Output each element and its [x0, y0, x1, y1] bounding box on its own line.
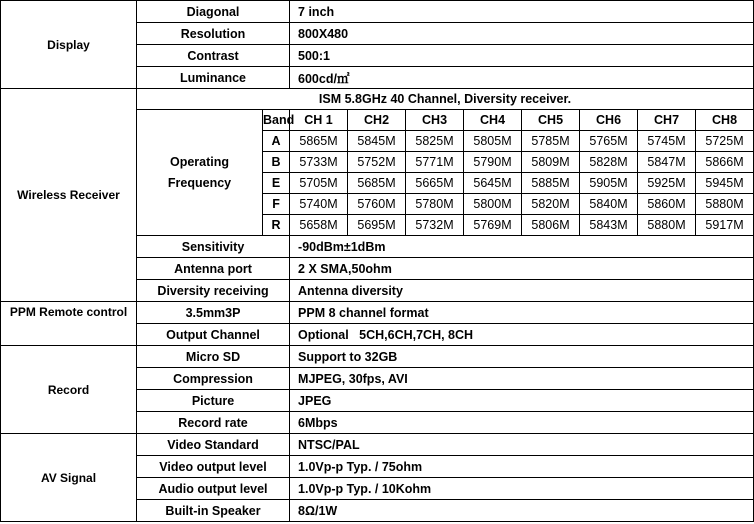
- freq-cell: 5843M: [580, 215, 638, 236]
- freq-cell: 5860M: [638, 194, 696, 215]
- freq-cell: 5732M: [406, 215, 464, 236]
- spec-label: Video output level: [137, 456, 290, 478]
- spec-label: Contrast: [137, 45, 290, 67]
- spec-value: JPEG: [290, 390, 754, 412]
- spec-value: 1.0Vp-p Typ. / 10Kohm: [290, 478, 754, 500]
- freq-cell: 5760M: [348, 194, 406, 215]
- spec-label: Resolution: [137, 23, 290, 45]
- table-row: [1, 302, 754, 324]
- freq-cell: 5885M: [522, 173, 580, 194]
- spec-label: Luminance: [137, 67, 290, 89]
- spec-label: Record rate: [137, 412, 290, 434]
- spec-label: Picture: [137, 390, 290, 412]
- spec-value: 8Ω/1W: [290, 500, 754, 522]
- freq-cell: 5847M: [638, 152, 696, 173]
- freq-cell: 5740M: [290, 194, 348, 215]
- spec-label: Built-in Speaker: [137, 500, 290, 522]
- spec-label: Antenna port: [137, 258, 290, 280]
- channel-header: CH3: [406, 110, 464, 131]
- freq-cell: 5809M: [522, 152, 580, 173]
- wireless-category: Wireless Receiver: [1, 89, 137, 302]
- spec-value: 6Mbps: [290, 412, 754, 434]
- freq-cell: 5752M: [348, 152, 406, 173]
- spec-value: 600cd/㎡: [290, 67, 754, 89]
- freq-cell: 5658M: [290, 215, 348, 236]
- freq-cell: 5866M: [696, 152, 754, 173]
- channel-header: CH4: [464, 110, 522, 131]
- freq-cell: 5733M: [290, 152, 348, 173]
- spec-label: Micro SD: [137, 346, 290, 368]
- freq-cell: 5665M: [406, 173, 464, 194]
- freq-cell: 5905M: [580, 173, 638, 194]
- spec-value: NTSC/PAL: [290, 434, 754, 456]
- channel-header: CH 1: [290, 110, 348, 131]
- spec-value: -90dBm±1dBm: [290, 236, 754, 258]
- freq-cell: 5925M: [638, 173, 696, 194]
- ppm-category: PPM Remote control: [1, 302, 137, 346]
- band-cell: A: [263, 131, 290, 152]
- spec-value: Optional 5CH,6CH,7CH, 8CH: [290, 324, 754, 346]
- freq-cell: 5685M: [348, 173, 406, 194]
- spec-label: Compression: [137, 368, 290, 390]
- freq-cell: 5845M: [348, 131, 406, 152]
- freq-cell: 5840M: [580, 194, 638, 215]
- spec-value: 1.0Vp-p Typ. / 75ohm: [290, 456, 754, 478]
- spec-label: Sensitivity: [137, 236, 290, 258]
- freq-cell: 5865M: [290, 131, 348, 152]
- band-header: Band: [263, 110, 290, 131]
- spec-label: Video Standard: [137, 434, 290, 456]
- spec-label: Diversity receiving: [137, 280, 290, 302]
- freq-cell: 5820M: [522, 194, 580, 215]
- spec-value: Support to 32GB: [290, 346, 754, 368]
- spec-value: PPM 8 channel format: [290, 302, 754, 324]
- freq-cell: 5880M: [696, 194, 754, 215]
- freq-cell: 5880M: [638, 215, 696, 236]
- operating-frequency-label: Operating Frequency: [137, 110, 263, 236]
- freq-cell: 5800M: [464, 194, 522, 215]
- table-row: [1, 346, 754, 368]
- spec-value: Antenna diversity: [290, 280, 754, 302]
- freq-cell: 5917M: [696, 215, 754, 236]
- freq-cell: 5769M: [464, 215, 522, 236]
- freq-cell: 5806M: [522, 215, 580, 236]
- freq-cell: 5645M: [464, 173, 522, 194]
- freq-cell: 5725M: [696, 131, 754, 152]
- spec-label: Diagonal: [137, 1, 290, 23]
- freq-cell: 5780M: [406, 194, 464, 215]
- freq-cell: 5828M: [580, 152, 638, 173]
- freq-cell: 5765M: [580, 131, 638, 152]
- band-cell: E: [263, 173, 290, 194]
- av-category: AV Signal: [1, 434, 137, 522]
- spec-value: 500:1: [290, 45, 754, 67]
- freq-cell: 5945M: [696, 173, 754, 194]
- spec-value: 2 X SMA,50ohm: [290, 258, 754, 280]
- freq-cell: 5785M: [522, 131, 580, 152]
- band-cell: B: [263, 152, 290, 173]
- freq-cell: 5790M: [464, 152, 522, 173]
- channel-header: CH2: [348, 110, 406, 131]
- spec-label: Output Channel: [137, 324, 290, 346]
- freq-cell: 5705M: [290, 173, 348, 194]
- spec-value: 800X480: [290, 23, 754, 45]
- channel-header: CH7: [638, 110, 696, 131]
- spec-value: MJPEG, 30fps, AVI: [290, 368, 754, 390]
- table-row: [1, 1, 754, 23]
- channel-header: CH8: [696, 110, 754, 131]
- freq-cell: 5825M: [406, 131, 464, 152]
- record-category: Record: [1, 346, 137, 434]
- freq-cell: 5805M: [464, 131, 522, 152]
- channel-header: CH6: [580, 110, 638, 131]
- ism-description: ISM 5.8GHz 40 Channel, Diversity receiver.: [137, 89, 754, 110]
- band-cell: R: [263, 215, 290, 236]
- freq-cell: 5771M: [406, 152, 464, 173]
- table-row: [1, 89, 754, 110]
- spec-value: 7 inch: [290, 1, 754, 23]
- spec-label: 3.5mm3P: [137, 302, 290, 324]
- freq-cell: 5745M: [638, 131, 696, 152]
- band-cell: F: [263, 194, 290, 215]
- table-row: [1, 434, 754, 456]
- freq-cell: 5695M: [348, 215, 406, 236]
- channel-header: CH5: [522, 110, 580, 131]
- spec-label: Audio output level: [137, 478, 290, 500]
- display-category: Display: [1, 1, 137, 89]
